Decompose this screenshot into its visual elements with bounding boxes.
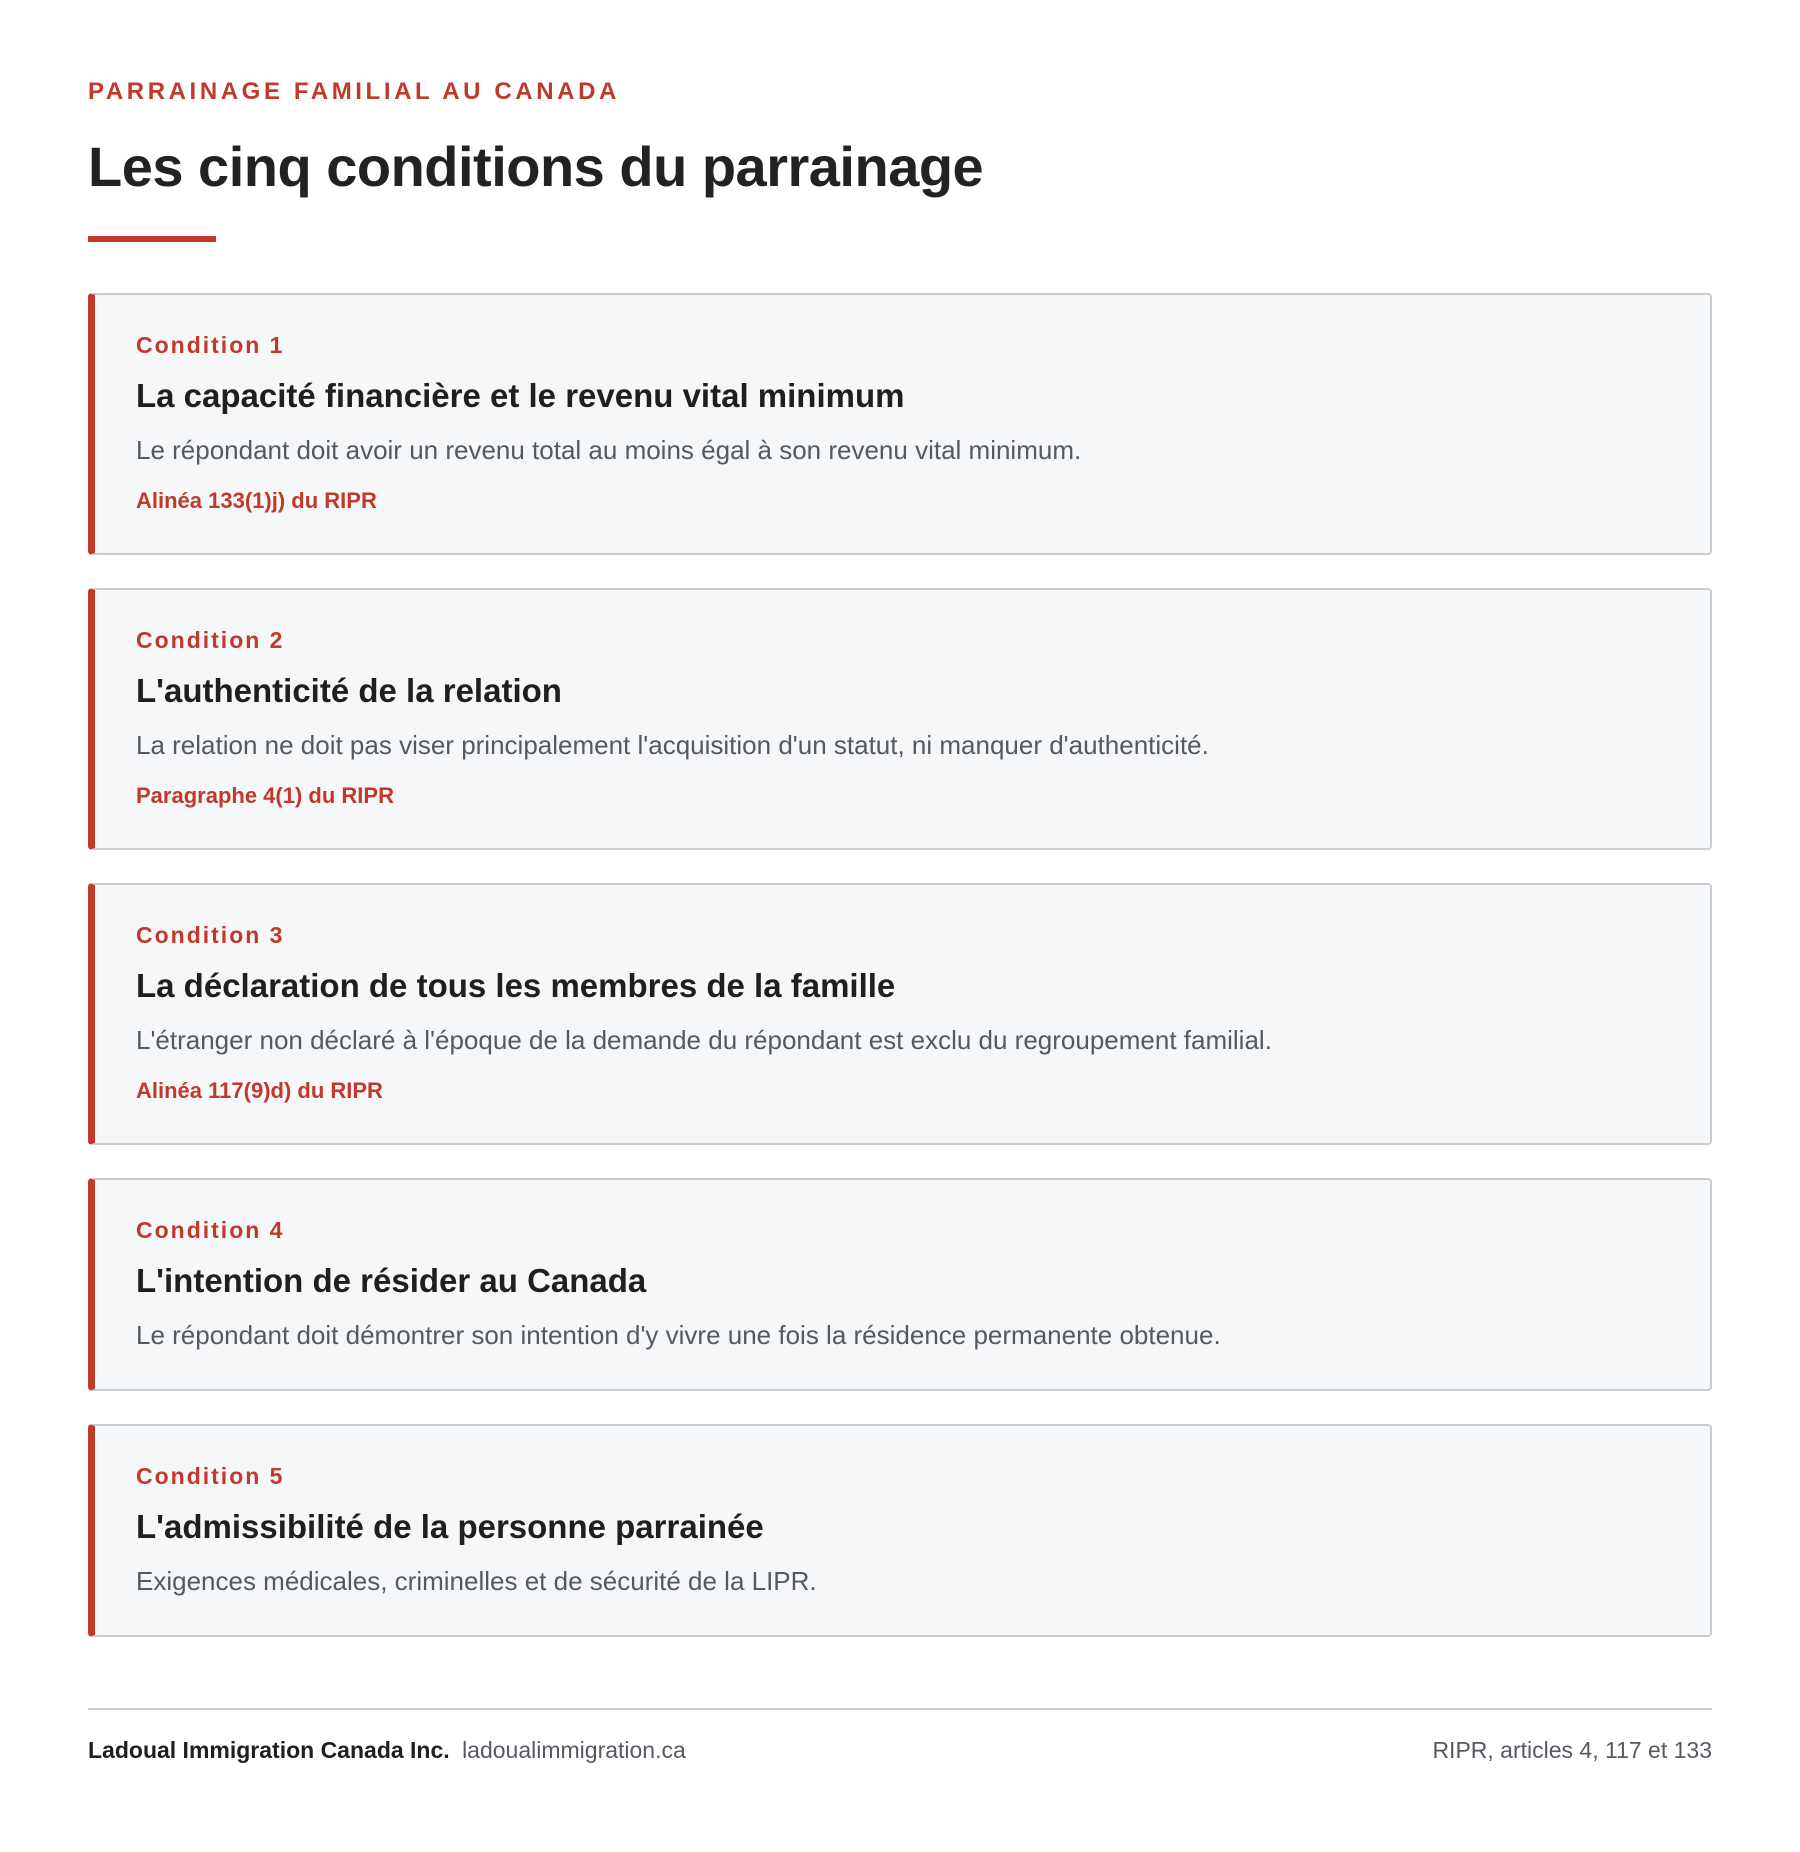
condition-heading: La déclaration de tous les membres de la famille [136,967,896,1004]
eyebrow-label: PARRAINAGE FAMILIAL AU CANADA [88,78,620,105]
condition-card-4 [88,1178,1712,1391]
condition-description: Le répondant doit démontrer son intention d'y vivre une fois la résidence permanente obtenue. [136,1320,1221,1350]
condition-label: Condition 4 [136,1217,285,1243]
condition-heading: L'admissibilité de la personne parrainée [136,1508,764,1545]
website-link[interactable]: ladoualimmigration.ca [462,1737,686,1763]
condition-description: La relation ne doit pas viser principalement l'acquisition d'un statut, ni manquer d'authenticité. [136,730,1209,760]
condition-heading: L'authenticité de la relation [136,672,562,709]
condition-card-1 [88,293,1712,555]
condition-card-2 [88,588,1712,850]
footer-credit [88,1736,686,1764]
condition-card-3 [88,883,1712,1145]
condition-label: Condition 5 [136,1463,285,1489]
condition-card-5 [88,1424,1712,1637]
condition-reference: Alinéa 117(9)d) du RIPR [136,1078,383,1103]
condition-reference: Paragraphe 4(1) du RIPR [136,783,394,808]
footer [88,1708,1712,1764]
condition-heading: La capacité financière et le revenu vital minimum [136,377,905,414]
condition-label: Condition 3 [136,922,285,948]
company-name: Ladoual Immigration Canada Inc. [88,1737,450,1763]
page-title: Les cinq conditions du parrainage [88,135,984,198]
conditions-list [88,293,1712,1637]
condition-description: Exigences médicales, criminelles et de sécurité de la LIPR. [136,1566,817,1596]
condition-label: Condition 1 [136,332,285,358]
condition-label: Condition 2 [136,627,285,653]
condition-description: L'étranger non déclaré à l'époque de la demande du répondant est exclu du regroupement familial. [136,1025,1272,1055]
footer-sources: RIPR, articles 4, 117 et 133 [1432,1737,1712,1763]
title-underline [88,236,216,242]
condition-reference: Alinéa 133(1)j) du RIPR [136,488,377,513]
condition-heading: L'intention de résider au Canada [136,1262,647,1299]
condition-description: Le répondant doit avoir un revenu total au moins égal à son revenu vital minimum. [136,435,1082,465]
